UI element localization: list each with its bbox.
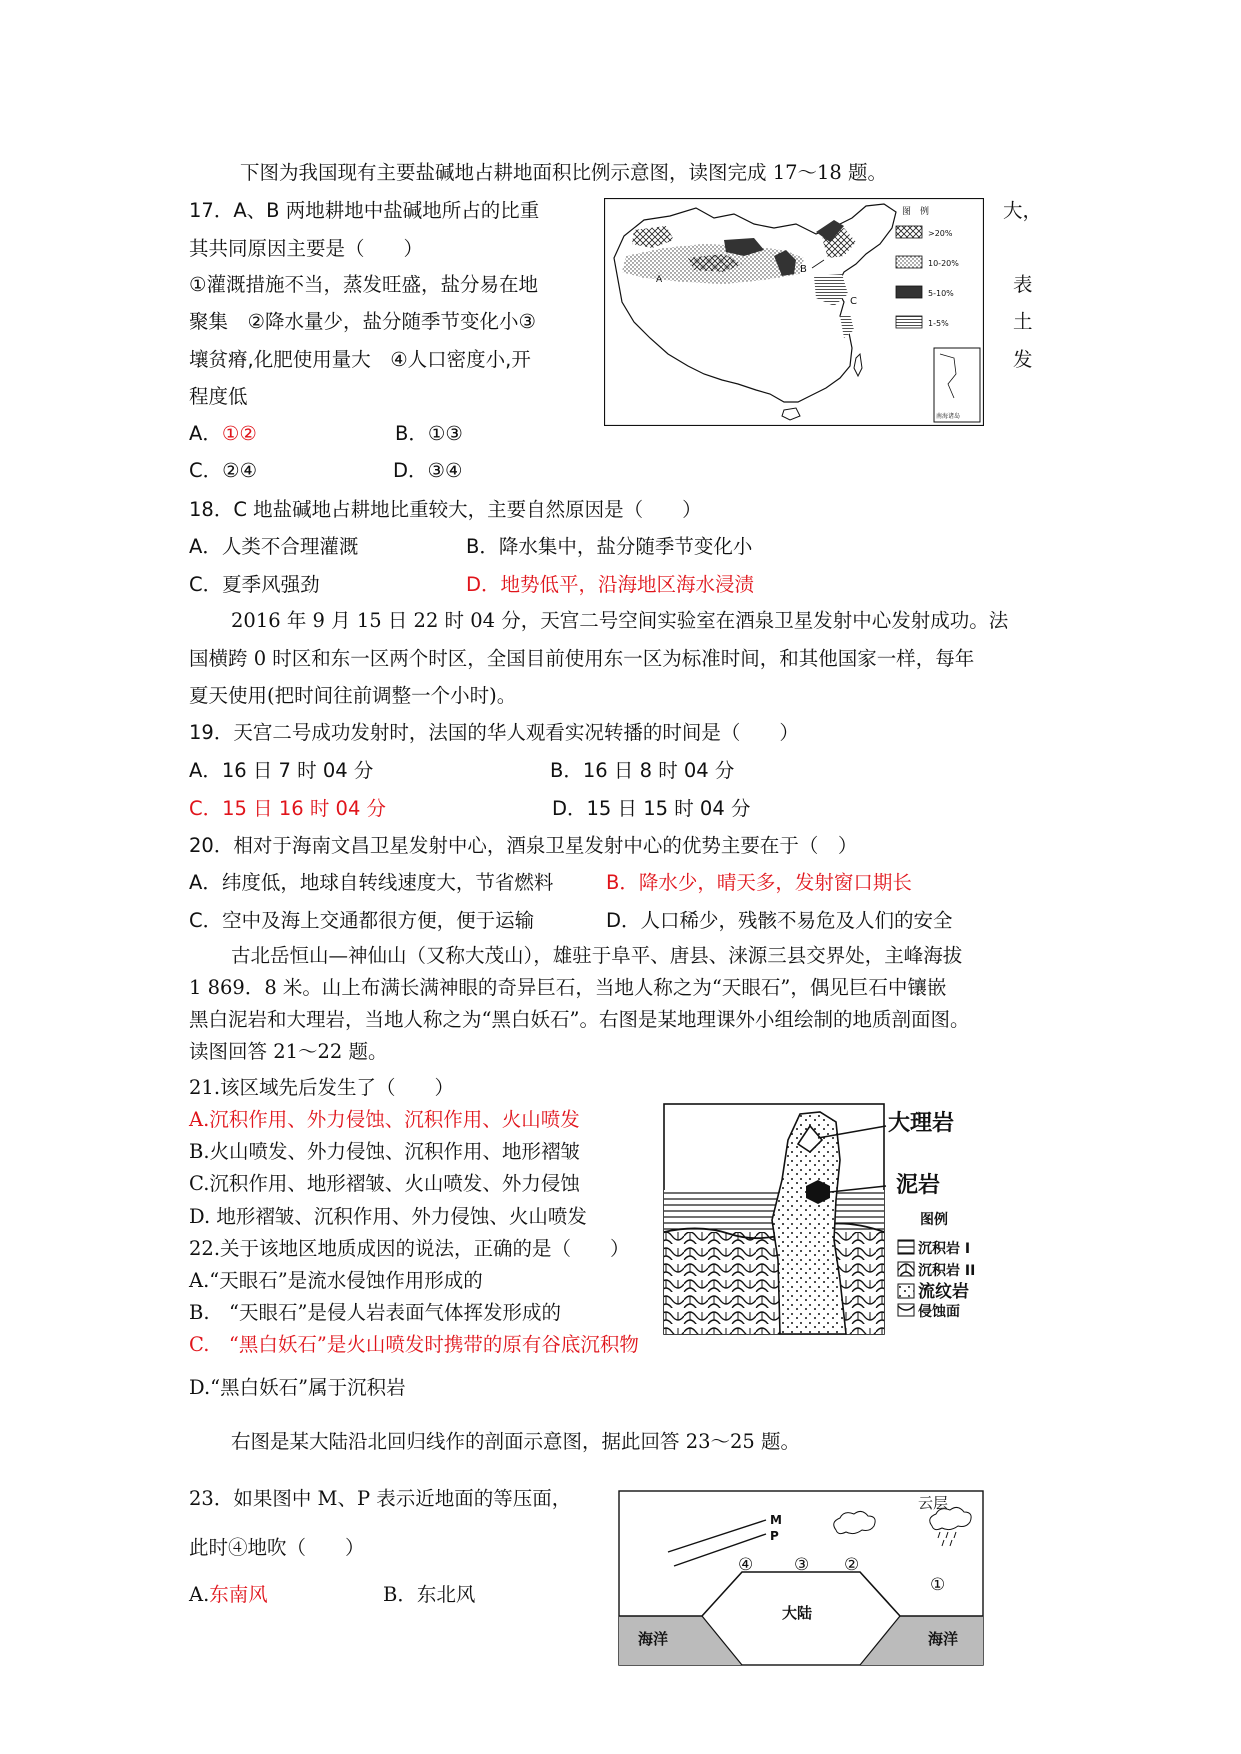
q20-answer-a: A．纬度低，地球自转线速度大，节省燃料 <box>189 871 554 894</box>
q23-answer-a-key: A. <box>189 1583 210 1606</box>
intro-text-21-22-line2: 1 869．8 米。山上布满长满神眼的奇异巨石，当地人称之为“天眼石”，偶见巨石中镶嵌 <box>189 976 947 999</box>
q20-answer-c: C．空中及海上交通都很方便，便于运输 <box>189 909 535 932</box>
point-4-label: ④ <box>738 1555 754 1575</box>
q17-answer-a <box>189 421 257 447</box>
q17-option-3-4: 壤贫瘠,化肥使用量大 ④人口密度小,开 <box>189 348 531 371</box>
cloud-layer-label: 云层 <box>918 1494 949 1512</box>
q17-option-1: ①灌溉措施不当，蒸发旺盛，盐分易在地 <box>189 273 538 296</box>
isobar-m-label: M <box>770 1513 782 1527</box>
intro-text-17-18: 下图为我国现有主要盐碱地占耕地面积比例示意图，读图完成 17～18 题。 <box>240 161 888 184</box>
ocean-left-label: 海洋 <box>638 1630 669 1648</box>
q18-answer-d: D．地势低平，沿海地区海水浸渍 <box>466 573 755 596</box>
q21-answer-d: D. 地形褶皱、沉积作用、外力侵蚀、火山喷发 <box>189 1205 587 1228</box>
geologic-section-figure <box>660 1100 1000 1340</box>
map-legend-10-20: 10-20% <box>928 259 959 268</box>
geo-legend-erosion-surface: 侵蚀面 <box>918 1304 960 1320</box>
point-2-label: ② <box>844 1555 860 1575</box>
q22-answer-d: D.“黑白妖石”属于沉积岩 <box>189 1376 406 1399</box>
q17-stem-line1: 17．A、B 两地耕地中盐碱地所占的比重 <box>189 199 540 222</box>
map-label-a: A <box>656 275 663 285</box>
q18-stem: 18．C 地盐碱地占耕地比重较大，主要自然原因是（ ） <box>189 498 702 521</box>
intro-text-21-22-line3: 黑白泥岩和大理岩，当地人称之为“黑白妖石”。右图是某地理课外小组绘制的地质剖面图。 <box>189 1008 970 1031</box>
ocean-right-label: 海洋 <box>928 1630 959 1648</box>
map-legend-gt20: >20% <box>928 229 953 238</box>
q21-stem: 21.该区域先后发生了（ ） <box>189 1076 455 1099</box>
q17-option-4-right: 发 <box>1013 348 1033 371</box>
isobar-p-label: P <box>770 1529 779 1543</box>
map-legend-title: 图 例 <box>902 207 930 217</box>
intro-text-23-25: 右图是某大陆沿北回归线作的剖面示意图，据此回答 23～25 题。 <box>231 1430 801 1453</box>
map-legend-1-5: 1-5% <box>928 319 949 328</box>
q17-option-3-right: 土 <box>1013 310 1033 333</box>
geo-legend-rhyolite: 流纹岩 <box>918 1282 969 1302</box>
q19-stem: 19．天宫二号成功发射时，法国的华人观看实况转播的时间是（ ） <box>189 721 799 744</box>
q22-answer-a: A.“天眼石”是流水侵蚀作用形成的 <box>189 1269 483 1292</box>
q20-answer-b: B．降水少，晴天多，发射窗口期长 <box>606 871 912 894</box>
q17-answer-b: B．①③ <box>395 422 463 445</box>
q19-answer-c: C．15 日 16 时 04 分 <box>189 797 387 820</box>
q21-answer-b: B.火山喷发、外力侵蚀、沉积作用、地形褶皱 <box>189 1140 581 1163</box>
intro-text-21-22-line4: 读图回答 21～22 题。 <box>189 1040 388 1063</box>
geo-legend-title: 图例 <box>920 1212 948 1228</box>
q23-answer-a <box>189 1582 268 1608</box>
map-label-c: C <box>850 296 857 307</box>
q18-answer-b: B．降水集中，盐分随季节变化小 <box>466 535 753 558</box>
q19-answer-b: B．16 日 8 时 04 分 <box>550 759 735 782</box>
q22-answer-b: B. “天眼石”是侵人岩表面气体挥发形成的 <box>189 1301 561 1324</box>
continent-label: 大陆 <box>782 1604 813 1622</box>
q21-answer-c: C.沉积作用、地形褶皱、火山喷发、外力侵蚀 <box>189 1172 580 1195</box>
geo-legend-sediment-1: 沉积岩 I <box>918 1241 971 1257</box>
point-3-label: ③ <box>794 1555 810 1575</box>
q19-answer-a: A．16 日 7 时 04 分 <box>189 759 374 782</box>
q17-answer-c: C．②④ <box>189 459 258 482</box>
q20-stem: 20．相对于海南文昌卫星发射中心，酒泉卫星发射中心的优势主要在于（ ） <box>189 834 858 857</box>
saline-land-map-svg <box>604 198 984 426</box>
q21-answer-a: A.沉积作用、外力侵蚀、沉积作用、火山喷发 <box>189 1108 580 1131</box>
q23-stem-line1: 23．如果图中 M、P 表示近地面的等压面， <box>189 1487 572 1510</box>
q23-answer-a-value: 东南风 <box>209 1583 268 1606</box>
intro-text-19-20-line2: 国横跨 0 时区和东一区两个时区，全国目前使用东一区为标准时间，和其他国家一样，每年 <box>189 647 975 670</box>
q17-stem-line2: 其共同原因主要是（ ） <box>189 237 424 260</box>
map-label-b: B <box>800 264 807 275</box>
q17-option-1-right: 表 <box>1013 273 1033 296</box>
continent-section-svg <box>618 1490 984 1666</box>
q19-answer-d: D．15 日 15 时 04 分 <box>552 797 751 820</box>
q22-answer-c: C. “黑白妖石”是火山喷发时携带的原有谷底沉积物 <box>189 1333 639 1356</box>
q23-stem-line2: 此时④地吹（ ） <box>189 1536 365 1559</box>
q22-stem: 22.关于该地区地质成因的说法，正确的是（ ） <box>189 1237 630 1260</box>
saline-land-map <box>604 198 984 426</box>
q17-option-2-3: 聚集 ②降水量少，盐分随季节变化小③ <box>189 310 536 333</box>
point-1-label: ① <box>930 1575 946 1595</box>
q17-answer-a-value: ①② <box>221 422 257 445</box>
q18-answer-c: C．夏季风强劲 <box>189 573 320 596</box>
map-legend-5-10: 5-10% <box>928 289 954 298</box>
q17-answer-d: D．③④ <box>393 459 463 482</box>
geologic-section-svg <box>660 1100 1000 1340</box>
label-mudstone: 泥岩 <box>896 1173 941 1198</box>
intro-text-19-20-line1: 2016 年 9 月 15 日 22 时 04 分，天宫二号空间实验室在酒泉卫星发射中心发射成功。法 <box>231 609 1009 632</box>
q17-answer-a-key: A． <box>189 422 222 445</box>
map-inset-label: 南海诸岛 <box>936 413 961 420</box>
intro-text-21-22-line1: 古北岳恒山—神仙山（又称大茂山），雄驻于阜平、唐县、涞源三县交界处，主峰海拔 <box>231 944 963 967</box>
q20-answer-d: D．人口稀少，残骸不易危及人们的安全 <box>606 909 953 932</box>
q17-option-4-end: 程度低 <box>189 385 248 408</box>
q23-answer-b: B．东北风 <box>383 1583 476 1606</box>
label-marble: 大理岩 <box>888 1111 955 1136</box>
q18-answer-a: A．人类不合理灌溉 <box>189 535 359 558</box>
q17-stem-line1-right: 大， <box>1003 199 1043 222</box>
intro-text-19-20-line3: 夏天使用(把时间往前调整一个小时)。 <box>189 684 517 707</box>
geo-legend-sediment-2: 沉积岩 II <box>918 1263 976 1279</box>
continent-section-figure <box>618 1490 984 1666</box>
